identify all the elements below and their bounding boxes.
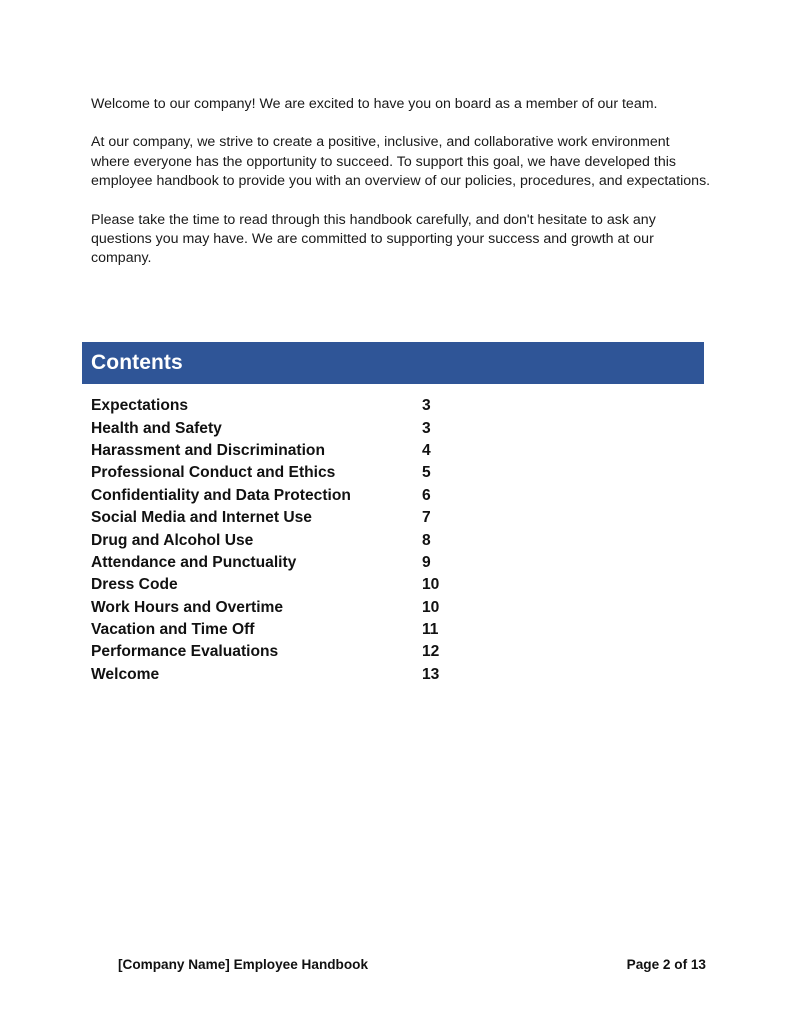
toc-entry-label: Performance Evaluations [91,643,279,661]
toc-entry-page: 9 [422,553,431,571]
toc-entry-label: Health and Safety [91,419,222,437]
toc-entry[interactable] [91,641,491,663]
footer-document-title: [Company Name] Employee Handbook [118,957,369,972]
toc-entry[interactable] [91,485,491,507]
toc-entry-label: Confidentiality and Data Protection [91,486,351,504]
toc-entry-page: 4 [422,441,431,459]
toc-entry-label: Social Media and Internet Use [91,509,312,527]
contents-banner [82,342,704,384]
toc-entry[interactable] [91,664,491,686]
toc-entry-label: Welcome [91,665,160,683]
toc-entry[interactable] [91,440,491,462]
toc-entry-page: 12 [422,643,440,661]
toc-entry-page: 10 [422,576,440,594]
toc-entry[interactable] [91,574,491,596]
toc-entry-label: Dress Code [91,576,178,594]
toc-entry[interactable] [91,395,491,417]
toc-entry[interactable] [91,507,491,529]
toc-entry-label: Drug and Alcohol Use [91,531,254,549]
toc-entry[interactable] [91,552,491,574]
toc-entry-label: Vacation and Time Off [91,621,255,639]
intro-paragraph: At our company, we strive to create a positive, inclusive, and collaborative work environment where everyone has the opportunity to succeed. To support this goal, we have developed this employee handbook to provide you with an overview of our policies, procedures, and expectations. [91,134,711,190]
toc-entry-label: Expectations [91,397,189,415]
toc-entry-label: Professional Conduct and Ethics [91,464,336,482]
toc-entry-page: 7 [422,509,431,527]
toc-entry-page: 6 [422,486,431,504]
footer-page-number: Page 2 of 13 [626,957,706,972]
toc-entry-page: 3 [422,397,431,415]
toc-entry-page: 13 [422,665,440,683]
intro-section [91,95,711,288]
toc-entry[interactable] [91,597,491,619]
toc-entry-label: Harassment and Discrimination [91,441,325,459]
toc-entry-page: 8 [422,531,431,549]
intro-paragraph: Welcome to our company! We are excited to have you on board as a member of our team. [91,96,658,112]
table-of-contents [91,395,491,686]
toc-entry-page: 3 [422,419,431,437]
page-footer [118,957,706,972]
toc-entry[interactable] [91,529,491,551]
toc-entry[interactable] [91,619,491,641]
toc-entry-label: Attendance and Punctuality [91,553,297,571]
toc-entry-page: 10 [422,598,440,616]
toc-entry[interactable] [91,462,491,484]
intro-paragraph: Please take the time to read through this handbook carefully, and don't hesitate to ask any questions you may have. We are committed to supporting your success and growth at our company. [91,211,656,267]
toc-entry-page: 5 [422,464,431,482]
contents-title: Contents [91,351,183,374]
toc-entry[interactable] [91,417,491,439]
toc-entry-page: 11 [422,621,439,639]
toc-entry-label: Work Hours and Overtime [91,598,284,616]
